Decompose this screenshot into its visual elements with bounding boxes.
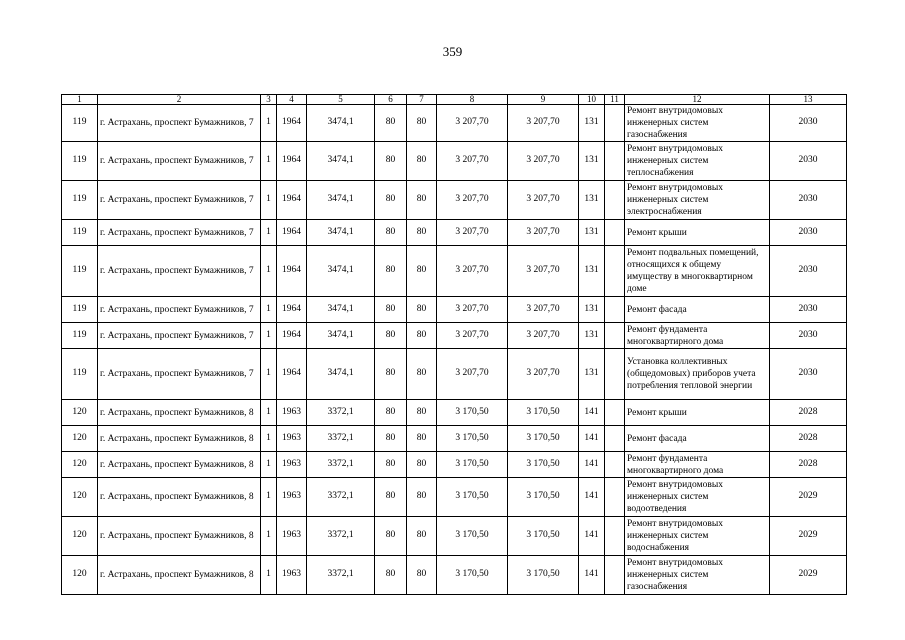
- column-10-cell: 141: [579, 556, 605, 595]
- cost-cell: 3 207,70: [508, 142, 579, 181]
- cost-cell: 3 170,50: [437, 426, 508, 452]
- column-6-cell: 80: [375, 297, 407, 323]
- column-11-cell: [605, 452, 625, 478]
- row-number-cell: 119: [62, 349, 98, 400]
- column-7-cell: 80: [407, 556, 437, 595]
- build-year-cell: 1964: [277, 181, 307, 220]
- planned-year-cell: 2030: [770, 246, 847, 297]
- cost-cell: 3 170,50: [508, 452, 579, 478]
- planned-year-cell: 2030: [770, 142, 847, 181]
- column-11-cell: [605, 426, 625, 452]
- column-header: 6: [375, 95, 407, 105]
- column-10-cell: 131: [579, 323, 605, 349]
- column-10-cell: 131: [579, 349, 605, 400]
- column-11-cell: [605, 142, 625, 181]
- planned-year-cell: 2029: [770, 517, 847, 556]
- area-cell: 3372,1: [307, 426, 375, 452]
- column-7-cell: 80: [407, 400, 437, 426]
- column-3-cell: 1: [261, 400, 277, 426]
- build-year-cell: 1964: [277, 246, 307, 297]
- work-type-cell: Установка коллективных (общедомовых) приборов учета потребления тепловой энергии: [625, 349, 770, 400]
- planned-year-cell: 2030: [770, 181, 847, 220]
- column-3-cell: 1: [261, 452, 277, 478]
- column-7-cell: 80: [407, 105, 437, 142]
- cost-cell: 3 170,50: [437, 452, 508, 478]
- column-7-cell: 80: [407, 220, 437, 246]
- column-header: 2: [98, 95, 261, 105]
- column-6-cell: 80: [375, 142, 407, 181]
- table-row: [62, 323, 847, 349]
- cost-cell: 3 207,70: [437, 220, 508, 246]
- column-6-cell: 80: [375, 556, 407, 595]
- cost-cell: 3 207,70: [437, 142, 508, 181]
- column-7-cell: 80: [407, 323, 437, 349]
- cost-cell: 3 207,70: [508, 349, 579, 400]
- cost-cell: 3 207,70: [508, 246, 579, 297]
- column-3-cell: 1: [261, 142, 277, 181]
- address-cell: г. Астрахань, проспект Бумажников, 8: [98, 478, 261, 517]
- page-number: 359: [442, 44, 463, 59]
- planned-year-cell: 2029: [770, 556, 847, 595]
- column-3-cell: 1: [261, 220, 277, 246]
- column-header: 12: [625, 95, 770, 105]
- build-year-cell: 1964: [277, 323, 307, 349]
- build-year-cell: 1964: [277, 105, 307, 142]
- address-cell: г. Астрахань, проспект Бумажников, 7: [98, 349, 261, 400]
- build-year-cell: 1963: [277, 452, 307, 478]
- work-type-cell: Ремонт фасада: [625, 297, 770, 323]
- cost-cell: 3 170,50: [508, 517, 579, 556]
- row-number-cell: 120: [62, 556, 98, 595]
- column-10-cell: 131: [579, 297, 605, 323]
- column-10-cell: 141: [579, 426, 605, 452]
- build-year-cell: 1964: [277, 297, 307, 323]
- planned-year-cell: 2028: [770, 400, 847, 426]
- column-7-cell: 80: [407, 478, 437, 517]
- column-10-cell: 131: [579, 246, 605, 297]
- table-row: [62, 220, 847, 246]
- table-row: [62, 426, 847, 452]
- planned-year-cell: 2028: [770, 452, 847, 478]
- work-type-cell: Ремонт внутридомовых инженерных систем газоснабжения: [625, 556, 770, 595]
- cost-cell: 3 170,50: [508, 400, 579, 426]
- row-number-cell: 119: [62, 142, 98, 181]
- cost-cell: 3 170,50: [508, 478, 579, 517]
- column-3-cell: 1: [261, 517, 277, 556]
- column-3-cell: 1: [261, 297, 277, 323]
- column-3-cell: 1: [261, 556, 277, 595]
- row-number-cell: 120: [62, 426, 98, 452]
- column-6-cell: 80: [375, 105, 407, 142]
- column-6-cell: 80: [375, 220, 407, 246]
- build-year-cell: 1963: [277, 426, 307, 452]
- address-cell: г. Астрахань, проспект Бумажников, 7: [98, 220, 261, 246]
- row-number-cell: 119: [62, 246, 98, 297]
- planned-year-cell: 2029: [770, 478, 847, 517]
- column-header: 8: [437, 95, 508, 105]
- column-header: 10: [579, 95, 605, 105]
- planned-year-cell: 2030: [770, 105, 847, 142]
- build-year-cell: 1963: [277, 400, 307, 426]
- work-type-cell: Ремонт подвальных помещений, относящихся к общему имуществу в многоквартирном доме: [625, 246, 770, 297]
- table-row: [62, 478, 847, 517]
- column-10-cell: 131: [579, 142, 605, 181]
- area-cell: 3372,1: [307, 517, 375, 556]
- column-11-cell: [605, 297, 625, 323]
- address-cell: г. Астрахань, проспект Бумажников, 8: [98, 556, 261, 595]
- work-type-cell: Ремонт фасада: [625, 426, 770, 452]
- column-11-cell: [605, 400, 625, 426]
- column-11-cell: [605, 105, 625, 142]
- column-6-cell: 80: [375, 517, 407, 556]
- cost-cell: 3 207,70: [437, 323, 508, 349]
- work-type-cell: Ремонт внутридомовых инженерных систем электроснабжения: [625, 181, 770, 220]
- planned-year-cell: 2030: [770, 323, 847, 349]
- area-cell: 3474,1: [307, 323, 375, 349]
- column-3-cell: 1: [261, 426, 277, 452]
- column-7-cell: 80: [407, 142, 437, 181]
- cost-cell: 3 207,70: [508, 181, 579, 220]
- work-type-cell: Ремонт крыши: [625, 220, 770, 246]
- cost-cell: 3 207,70: [437, 349, 508, 400]
- work-type-cell: Ремонт внутридомовых инженерных систем теплоснабжения: [625, 142, 770, 181]
- cost-cell: 3 170,50: [437, 478, 508, 517]
- column-3-cell: 1: [261, 181, 277, 220]
- row-number-cell: 120: [62, 400, 98, 426]
- area-cell: 3474,1: [307, 349, 375, 400]
- build-year-cell: 1963: [277, 556, 307, 595]
- cost-cell: 3 170,50: [437, 517, 508, 556]
- cost-cell: 3 170,50: [437, 400, 508, 426]
- table-row: [62, 400, 847, 426]
- area-cell: 3474,1: [307, 246, 375, 297]
- column-3-cell: 1: [261, 349, 277, 400]
- area-cell: 3474,1: [307, 142, 375, 181]
- row-number-cell: 120: [62, 517, 98, 556]
- build-year-cell: 1963: [277, 517, 307, 556]
- row-number-cell: 119: [62, 323, 98, 349]
- table-row: [62, 517, 847, 556]
- column-header: 5: [307, 95, 375, 105]
- cost-cell: 3 170,50: [508, 426, 579, 452]
- column-7-cell: 80: [407, 181, 437, 220]
- area-cell: 3372,1: [307, 452, 375, 478]
- address-cell: г. Астрахань, проспект Бумажников, 8: [98, 452, 261, 478]
- column-7-cell: 80: [407, 517, 437, 556]
- column-number-header-row: [62, 95, 847, 105]
- planned-year-cell: 2030: [770, 220, 847, 246]
- column-header: 1: [62, 95, 98, 105]
- work-type-cell: Ремонт внутридомовых инженерных систем газоснабжения: [625, 105, 770, 142]
- address-cell: г. Астрахань, проспект Бумажников, 7: [98, 323, 261, 349]
- address-cell: г. Астрахань, проспект Бумажников, 8: [98, 426, 261, 452]
- cost-cell: 3 170,50: [437, 556, 508, 595]
- column-3-cell: 1: [261, 246, 277, 297]
- cost-cell: 3 207,70: [508, 220, 579, 246]
- table-row: [62, 142, 847, 181]
- column-7-cell: 80: [407, 297, 437, 323]
- table-row: [62, 181, 847, 220]
- column-header: 11: [605, 95, 625, 105]
- column-10-cell: 141: [579, 517, 605, 556]
- column-7-cell: 80: [407, 349, 437, 400]
- column-11-cell: [605, 220, 625, 246]
- address-cell: г. Астрахань, проспект Бумажников, 7: [98, 246, 261, 297]
- planned-year-cell: 2030: [770, 297, 847, 323]
- build-year-cell: 1964: [277, 142, 307, 181]
- cost-cell: 3 207,70: [508, 323, 579, 349]
- column-header: 9: [508, 95, 579, 105]
- build-year-cell: 1963: [277, 478, 307, 517]
- area-cell: 3474,1: [307, 181, 375, 220]
- column-11-cell: [605, 246, 625, 297]
- table-row: [62, 556, 847, 595]
- column-header: 13: [770, 95, 847, 105]
- column-6-cell: 80: [375, 426, 407, 452]
- address-cell: г. Астрахань, проспект Бумажников, 7: [98, 142, 261, 181]
- column-6-cell: 80: [375, 452, 407, 478]
- column-6-cell: 80: [375, 246, 407, 297]
- column-header: 7: [407, 95, 437, 105]
- row-number-cell: 119: [62, 181, 98, 220]
- build-year-cell: 1964: [277, 349, 307, 400]
- build-year-cell: 1964: [277, 220, 307, 246]
- work-type-cell: Ремонт крыши: [625, 400, 770, 426]
- cost-cell: 3 207,70: [508, 105, 579, 142]
- row-number-cell: 119: [62, 220, 98, 246]
- column-6-cell: 80: [375, 181, 407, 220]
- row-number-cell: 119: [62, 105, 98, 142]
- column-7-cell: 80: [407, 452, 437, 478]
- column-11-cell: [605, 478, 625, 517]
- column-11-cell: [605, 517, 625, 556]
- column-11-cell: [605, 181, 625, 220]
- area-cell: 3372,1: [307, 556, 375, 595]
- column-10-cell: 141: [579, 452, 605, 478]
- column-6-cell: 80: [375, 323, 407, 349]
- work-type-cell: Ремонт фундамента многоквартирного дома: [625, 323, 770, 349]
- row-number-cell: 119: [62, 297, 98, 323]
- address-cell: г. Астрахань, проспект Бумажников, 8: [98, 517, 261, 556]
- table-row: [62, 452, 847, 478]
- table-row: [62, 105, 847, 142]
- area-cell: 3474,1: [307, 105, 375, 142]
- column-header: 4: [277, 95, 307, 105]
- cost-cell: 3 207,70: [437, 181, 508, 220]
- area-cell: 3474,1: [307, 220, 375, 246]
- column-10-cell: 131: [579, 220, 605, 246]
- column-11-cell: [605, 556, 625, 595]
- cost-cell: 3 207,70: [508, 297, 579, 323]
- repair-schedule-table: [61, 94, 847, 595]
- table-row: [62, 349, 847, 400]
- column-7-cell: 80: [407, 426, 437, 452]
- work-type-cell: Ремонт внутридомовых инженерных систем водоотведения: [625, 478, 770, 517]
- column-6-cell: 80: [375, 349, 407, 400]
- work-type-cell: Ремонт фундамента многоквартирного дома: [625, 452, 770, 478]
- column-10-cell: 131: [579, 181, 605, 220]
- table-row: [62, 246, 847, 297]
- column-6-cell: 80: [375, 478, 407, 517]
- cost-cell: 3 207,70: [437, 297, 508, 323]
- planned-year-cell: 2030: [770, 349, 847, 400]
- table-row: [62, 297, 847, 323]
- area-cell: 3474,1: [307, 297, 375, 323]
- address-cell: г. Астрахань, проспект Бумажников, 7: [98, 181, 261, 220]
- cost-cell: 3 170,50: [508, 556, 579, 595]
- work-type-cell: Ремонт внутридомовых инженерных систем водоснабжения: [625, 517, 770, 556]
- column-3-cell: 1: [261, 105, 277, 142]
- row-number-cell: 120: [62, 452, 98, 478]
- area-cell: 3372,1: [307, 400, 375, 426]
- column-3-cell: 1: [261, 478, 277, 517]
- address-cell: г. Астрахань, проспект Бумажников, 7: [98, 297, 261, 323]
- column-6-cell: 80: [375, 400, 407, 426]
- column-10-cell: 131: [579, 105, 605, 142]
- column-3-cell: 1: [261, 323, 277, 349]
- area-cell: 3372,1: [307, 478, 375, 517]
- planned-year-cell: 2028: [770, 426, 847, 452]
- address-cell: г. Астрахань, проспект Бумажников, 7: [98, 105, 261, 142]
- column-10-cell: 141: [579, 478, 605, 517]
- column-7-cell: 80: [407, 246, 437, 297]
- column-11-cell: [605, 323, 625, 349]
- row-number-cell: 120: [62, 478, 98, 517]
- column-11-cell: [605, 349, 625, 400]
- cost-cell: 3 207,70: [437, 246, 508, 297]
- column-10-cell: 141: [579, 400, 605, 426]
- column-header: 3: [261, 95, 277, 105]
- cost-cell: 3 207,70: [437, 105, 508, 142]
- address-cell: г. Астрахань, проспект Бумажников, 8: [98, 400, 261, 426]
